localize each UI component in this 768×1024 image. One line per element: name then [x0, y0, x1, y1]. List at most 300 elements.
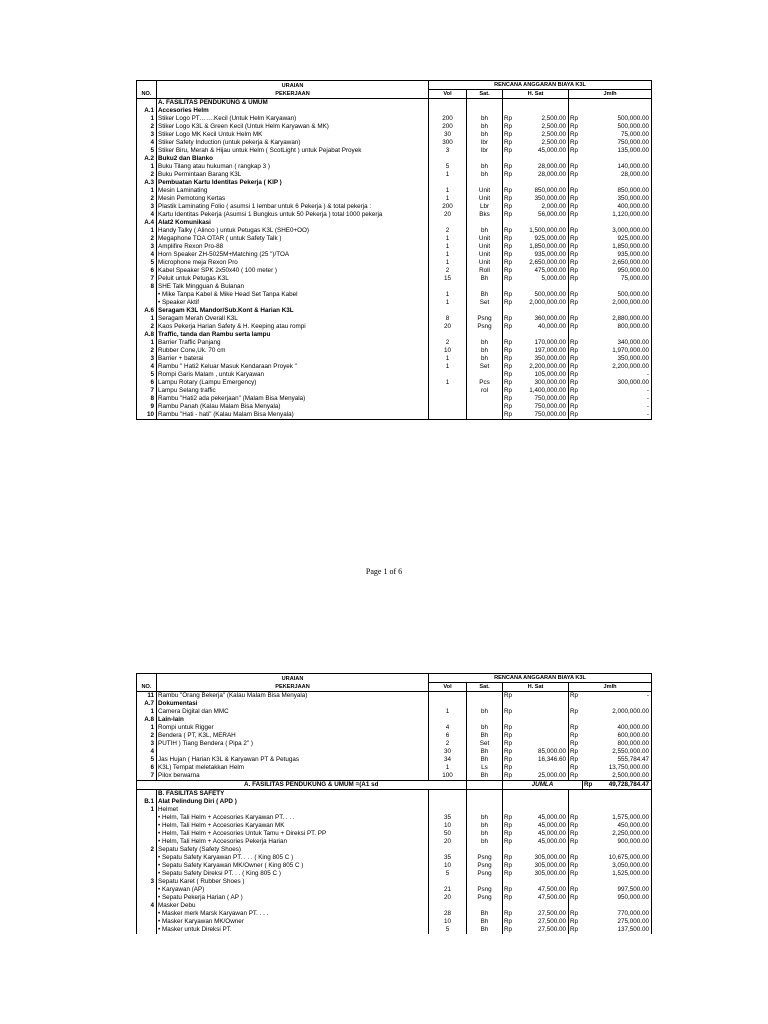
row-no: 1 [137, 339, 157, 347]
row-hsat-rp: Rp [503, 854, 517, 862]
table-row [137, 411, 652, 420]
row-jmlh-rp: Rp [569, 323, 583, 331]
row-vol [429, 878, 467, 886]
row-hsat: 2,000,000.00 [529, 299, 566, 306]
row-no: B.1 [137, 798, 157, 806]
row-description: Buku2 dan Blanko [157, 155, 429, 163]
row-no: 7 [137, 772, 157, 781]
row-jmlh: 140,000.00 [583, 163, 652, 171]
row-vol [429, 790, 467, 799]
table-row [137, 355, 652, 363]
row-hsat-rp: Rp [503, 814, 517, 822]
row-sat: bh [467, 339, 503, 347]
row-jmlh [583, 179, 652, 187]
row-vol: 1 [429, 379, 467, 387]
row-description: Microphone meja Rexon Pro [157, 259, 429, 267]
table-body-b [137, 790, 652, 935]
row-hsat: 750,000.00 [534, 395, 566, 402]
row-jmlh: 1,850,000.00 [583, 243, 652, 251]
row-description: • Helm, Tali Helm + Accesories Karyawan MK [157, 822, 429, 830]
row-sat: Psng [467, 870, 503, 878]
row-no [137, 822, 157, 830]
row-no: 8 [137, 395, 157, 403]
row-sat: bh [467, 708, 503, 716]
row-jmlh-rp: Rp [569, 814, 583, 822]
row-description: Handy Talky ( Alinco ) untuk Petugas K3L (SHE0+OO) [157, 227, 429, 235]
subsection-row [137, 155, 652, 163]
table-row [137, 756, 652, 764]
row-no: 1 [137, 163, 157, 171]
table-row [137, 299, 652, 307]
row-hsat: 750,000.00 [534, 403, 566, 410]
row-sat: bh [467, 355, 503, 363]
row-jmlh: 997,500.00 [583, 886, 652, 894]
row-sat [467, 806, 503, 814]
row-hsat-rp: Rp [503, 918, 517, 926]
row-no: 2 [137, 732, 157, 740]
row-hsat [517, 692, 569, 701]
table-row [137, 211, 652, 219]
row-no: A.7 [137, 700, 157, 708]
table-row [137, 291, 652, 299]
row-jmlh-rp [569, 107, 583, 115]
row-hsat-rp: Rp [503, 115, 517, 123]
row-no: A.4 [137, 219, 157, 227]
page-number: Page 1 of 6 [365, 567, 403, 576]
row-hsat: 28,000.00 [537, 163, 566, 170]
row-hsat-rp [503, 99, 517, 108]
row-jmlh-rp: Rp [569, 756, 583, 764]
row-jmlh-rp: Rp [569, 926, 583, 934]
row-hsat-rp [503, 798, 517, 806]
row-vol: 2 [429, 740, 467, 748]
row-description: Stiker Biru, Merah & Hijau untuk Helm ( ScotLight ) untuk Pejabat Proyek [157, 147, 429, 155]
row-hsat [517, 283, 569, 291]
row-sat: Psng [467, 862, 503, 870]
row-hsat: 45,000.00 [537, 147, 566, 154]
row-hsat-rp [503, 307, 517, 315]
row-hsat-rp [503, 219, 517, 227]
row-description: K3L) Tempat meletakkan Helm [157, 764, 429, 772]
row-vol [429, 716, 467, 724]
row-description: Rambu " Hati2 Keluar Masuk Kendaraan Proyek " [157, 363, 429, 371]
row-no: 7 [137, 387, 157, 395]
row-vol: 20 [429, 323, 467, 331]
row-no: 4 [137, 139, 157, 147]
row-no: A.1 [137, 107, 157, 115]
row-vol [429, 99, 467, 108]
row-jmlh: 1,120,000.00 [583, 211, 652, 219]
row-sat: Bh [467, 918, 503, 926]
row-hsat: 850,000.00 [534, 187, 566, 194]
row-sat: bh [467, 131, 503, 139]
row-jmlh: 450,000.00 [583, 822, 652, 830]
row-description: Buku Permintaan Barang K3L [157, 171, 429, 179]
row-hsat: 105,000.00 [534, 371, 566, 378]
row-jmlh: 800,000.00 [583, 740, 652, 748]
row-hsat-rp: Rp [503, 211, 517, 219]
row-sat: bh [467, 724, 503, 732]
row-sat [467, 371, 503, 379]
row-vol: 34 [429, 756, 467, 764]
row-description: Barrier Traffic Panjang [157, 339, 429, 347]
row-vol: 15 [429, 275, 467, 283]
row-vol: 35 [429, 854, 467, 862]
row-hsat: 28,000.00 [537, 171, 566, 178]
row-hsat: 925,000.00 [534, 235, 566, 242]
row-no: 4 [137, 211, 157, 219]
row-description: Peluit untuk Petugas K3L [157, 275, 429, 283]
row-hsat: 45,000.00 [537, 838, 566, 845]
row-sat: Psng [467, 323, 503, 331]
row-sat: bh [467, 347, 503, 355]
row-sat: Set [467, 363, 503, 371]
row-no: 5 [137, 147, 157, 155]
header-vol: Vol [429, 90, 467, 99]
row-jmlh-rp: Rp [569, 339, 583, 347]
row-jmlh-rp: Rp [569, 740, 583, 748]
row-jmlh [583, 798, 652, 806]
row-hsat-rp: Rp [503, 764, 517, 772]
row-description: Rambu "Hati - hati" (Kalau Malam Bisa Menyala) [157, 411, 429, 420]
table-row [137, 363, 652, 371]
row-hsat-rp: Rp [503, 894, 517, 902]
row-jmlh-rp: Rp [569, 692, 583, 701]
row-sat: Roll [467, 267, 503, 275]
row-jmlh: 137,500.00 [583, 926, 652, 934]
row-hsat-rp: Rp [503, 347, 517, 355]
row-sat [467, 99, 503, 108]
row-hsat-rp: Rp [503, 203, 517, 211]
row-hsat [517, 740, 569, 748]
row-vol [429, 307, 467, 315]
row-jmlh-rp: Rp [569, 355, 583, 363]
table-row [137, 724, 652, 732]
row-jmlh-rp: Rp [569, 291, 583, 299]
header-no: NO. [137, 674, 157, 692]
row-hsat-rp: Rp [503, 315, 517, 323]
row-no: 9 [137, 403, 157, 411]
row-no [137, 910, 157, 918]
row-description: • Masker Karyawan MK/Owner [157, 918, 429, 926]
row-hsat-rp: Rp [503, 195, 517, 203]
table-row [137, 894, 652, 902]
row-jmlh: - [583, 411, 652, 420]
header-no: NO. [137, 81, 157, 99]
row-description: Lampu Selang traffic [157, 387, 429, 395]
row-no: A.8 [137, 716, 157, 724]
row-sat: Set [467, 740, 503, 748]
row-no [137, 854, 157, 862]
row-description: Rambu Panah (Kalau Malam Bisa Menyala) [157, 403, 429, 411]
total-jumla: JUMLA [503, 781, 583, 790]
row-no: 2 [137, 171, 157, 179]
row-description: Barrier + baterai [157, 355, 429, 363]
row-hsat-rp: Rp [503, 838, 517, 846]
row-hsat-rp: Rp [503, 411, 517, 420]
row-sat: Unit [467, 235, 503, 243]
row-hsat [517, 708, 569, 716]
table-row [137, 740, 652, 748]
row-hsat [517, 724, 569, 732]
row-sat: Bh [467, 275, 503, 283]
row-description: Kartu Identitas Pekerja (Asumsi 1 Bungkus untuk 50 Pekerja ) total 1000 pekerja [157, 211, 429, 219]
row-description: Mesin Pemotong Kertas [157, 195, 429, 203]
row-hsat: 16,346.60 [537, 756, 566, 763]
row-jmlh-rp: Rp [569, 315, 583, 323]
row-description: Buku Tilang atau hukuman ( rangkap 3 ) [157, 163, 429, 171]
row-jmlh: 13,750,000.00 [583, 764, 652, 772]
table-row [137, 838, 652, 846]
row-no [137, 918, 157, 926]
total-row [137, 781, 652, 790]
row-vol: 2 [429, 227, 467, 235]
table-row [137, 764, 652, 772]
row-hsat-rp: Rp [503, 251, 517, 259]
row-vol: 20 [429, 894, 467, 902]
row-hsat: 40,000.00 [537, 323, 566, 330]
row-no: 8 [137, 283, 157, 291]
row-vol: 1 [429, 363, 467, 371]
row-hsat-rp: Rp [503, 235, 517, 243]
row-hsat: 2,650,000.00 [529, 259, 566, 266]
row-no [137, 838, 157, 846]
row-hsat-rp: Rp [503, 870, 517, 878]
row-jmlh: 1,970,000.00 [583, 347, 652, 355]
row-description: • Speaker Aktif [157, 299, 429, 307]
row-sat [467, 155, 503, 163]
row-no: 2 [137, 323, 157, 331]
row-no: 5 [137, 371, 157, 379]
row-hsat-rp [503, 700, 517, 708]
row-jmlh: 3,050,000.00 [583, 862, 652, 870]
row-vol: 1 [429, 171, 467, 179]
table-row [137, 708, 652, 716]
header-rencana: RENCANA ANGGARAN BIAYA K3L [429, 81, 652, 90]
header-jmlh: Jmlh [569, 683, 652, 692]
row-no: A.6 [137, 307, 157, 315]
row-hsat-rp: Rp [503, 299, 517, 307]
row-hsat [517, 798, 569, 806]
row-vol: 35 [429, 814, 467, 822]
row-no: 3 [137, 355, 157, 363]
row-jmlh-rp: Rp [569, 267, 583, 275]
row-jmlh: 2,000,000.00 [583, 299, 652, 307]
row-description: Bendera ( PT, K3L, MERAH [157, 732, 429, 740]
row-hsat: 47,500.00 [537, 886, 566, 893]
row-sat: Bh [467, 291, 503, 299]
row-no: 1 [137, 724, 157, 732]
row-sat: Bh [467, 748, 503, 756]
table-row [137, 371, 652, 379]
row-no: 3 [137, 131, 157, 139]
row-sat [467, 692, 503, 701]
row-sat: bh [467, 163, 503, 171]
row-jmlh: 500,000.00 [583, 123, 652, 131]
row-vol: 21 [429, 886, 467, 894]
row-hsat-rp [503, 716, 517, 724]
table-row [137, 748, 652, 756]
row-vol: 100 [429, 772, 467, 781]
row-sat: Ls [467, 764, 503, 772]
row-jmlh: 500,000.00 [583, 115, 652, 123]
row-hsat-rp: Rp [503, 692, 517, 701]
row-description: Horn Speaker ZH-5025M+Matching (25 ")/TOA [157, 251, 429, 259]
row-hsat-rp [503, 155, 517, 163]
row-jmlh-rp [569, 99, 583, 108]
row-jmlh-rp: Rp [569, 147, 583, 155]
row-sat: Bks [467, 211, 503, 219]
row-jmlh: 2,200,000.00 [583, 363, 652, 371]
row-hsat [517, 806, 569, 814]
row-jmlh [583, 155, 652, 163]
row-jmlh-rp [569, 700, 583, 708]
row-description: Rubber Cone,Uk. 70 cm [157, 347, 429, 355]
row-hsat-rp: Rp [503, 371, 517, 379]
row-jmlh [583, 806, 652, 814]
subsection-row [137, 179, 652, 187]
row-hsat-rp: Rp [503, 403, 517, 411]
row-no: 6 [137, 764, 157, 772]
row-description: Masker Debu [157, 902, 429, 910]
row-sat [467, 798, 503, 806]
row-description: Jas Hujan ( Harian K3L & Karyawan PT & Petugas [157, 756, 429, 764]
row-jmlh-rp [569, 155, 583, 163]
row-hsat: 1,400,000.00 [529, 387, 566, 394]
row-description: • Helm, Tali Helm + Accesories Karyawan PT. . . . [157, 814, 429, 822]
total-value: Rp 49,728,784.47 [583, 781, 652, 790]
row-sat: Psng [467, 894, 503, 902]
table-row [137, 275, 652, 283]
row-vol: 10 [429, 918, 467, 926]
row-jmlh-rp [569, 307, 583, 315]
table-row [137, 243, 652, 251]
row-vol: 200 [429, 123, 467, 131]
row-hsat-rp: Rp [503, 275, 517, 283]
row-description: Accesories Helm [157, 107, 429, 115]
row-description: • Masker untuk Direksi PT. [157, 926, 429, 934]
row-jmlh: - [583, 395, 652, 403]
row-hsat [517, 764, 569, 772]
row-description: A. FASILITAS PENDUKUNG & UMUM [157, 99, 429, 108]
row-no [137, 870, 157, 878]
row-hsat: 1,500,000.00 [529, 227, 566, 234]
row-hsat-rp: Rp [503, 772, 517, 781]
row-description: Pilox berwarna [157, 772, 429, 781]
row-sat [467, 107, 503, 115]
row-jmlh: 75,000.00 [583, 275, 652, 283]
row-vol: 50 [429, 830, 467, 838]
table-row [137, 910, 652, 918]
row-jmlh-rp: Rp [569, 910, 583, 918]
row-sat: Lbr [467, 203, 503, 211]
header-hsat: H. Sat [503, 90, 569, 99]
row-no: 4 [137, 363, 157, 371]
row-hsat-rp: Rp [503, 355, 517, 363]
row-jmlh-rp: Rp [569, 187, 583, 195]
table-row [137, 830, 652, 838]
row-vol: 20 [429, 211, 467, 219]
table-row [137, 195, 652, 203]
table-row [137, 339, 652, 347]
table-row [137, 772, 652, 781]
row-vol: 200 [429, 115, 467, 123]
row-hsat-rp: Rp [503, 732, 517, 740]
row-hsat: 350,000.00 [534, 195, 566, 202]
row-vol: 1 [429, 299, 467, 307]
row-no [137, 830, 157, 838]
row-hsat [517, 307, 569, 315]
row-no: A.3 [137, 179, 157, 187]
table-row [137, 926, 652, 934]
row-hsat [517, 331, 569, 339]
row-description: Mesin Laminating [157, 187, 429, 195]
row-sat: bh [467, 814, 503, 822]
row-sat [467, 846, 503, 854]
row-no: 3 [137, 203, 157, 211]
row-no [137, 790, 157, 799]
row-hsat: 300,000.00 [534, 379, 566, 386]
row-jmlh-rp: Rp [569, 379, 583, 387]
row-vol [429, 371, 467, 379]
row-sat: bh [467, 822, 503, 830]
row-hsat: 2,500.00 [541, 131, 566, 138]
row-sat: bh [467, 830, 503, 838]
row-jmlh-rp [569, 179, 583, 187]
row-jmlh-rp [569, 331, 583, 339]
row-vol [429, 395, 467, 403]
row-description: • Helm, Tali Helm + Accesories Untuk Tamu + Direksi PT. PP [157, 830, 429, 838]
section-row [137, 790, 652, 799]
row-hsat-rp [503, 790, 517, 799]
row-sat [467, 790, 503, 799]
row-jmlh-rp: Rp [569, 830, 583, 838]
row-description: Alat Pelindung Diri ( APD ) [157, 798, 429, 806]
row-hsat: 197,000.00 [534, 347, 566, 354]
row-jmlh: 500,000.00 [583, 291, 652, 299]
row-hsat-rp: Rp [503, 708, 517, 716]
table-row [137, 870, 652, 878]
row-hsat-rp: Rp [503, 910, 517, 918]
row-jmlh: - [583, 692, 652, 701]
row-jmlh: 2,250,000.00 [583, 830, 652, 838]
row-hsat-rp: Rp [503, 243, 517, 251]
row-no [137, 814, 157, 822]
table-row [137, 395, 652, 403]
table-row [137, 862, 652, 870]
table-row [137, 259, 652, 267]
total-section [137, 781, 652, 790]
row-no [137, 894, 157, 902]
table-row [137, 886, 652, 894]
row-sat [467, 331, 503, 339]
row-jmlh-rp: Rp [569, 211, 583, 219]
row-vol [429, 387, 467, 395]
row-sat: Bh [467, 910, 503, 918]
row-jmlh-rp: Rp [569, 163, 583, 171]
row-hsat-rp: Rp [503, 748, 517, 756]
row-vol [429, 902, 467, 910]
row-description: Seragam Merah Overall K3L [157, 315, 429, 323]
row-no: 4 [137, 251, 157, 259]
row-hsat: 45,000.00 [537, 822, 566, 829]
row-hsat-rp: Rp [503, 756, 517, 764]
row-no: A.8 [137, 331, 157, 339]
table-row [137, 147, 652, 155]
row-jmlh-rp: Rp [569, 724, 583, 732]
header-jmlh: Jmlh [569, 90, 652, 99]
budget-table-page-2 [136, 673, 652, 934]
